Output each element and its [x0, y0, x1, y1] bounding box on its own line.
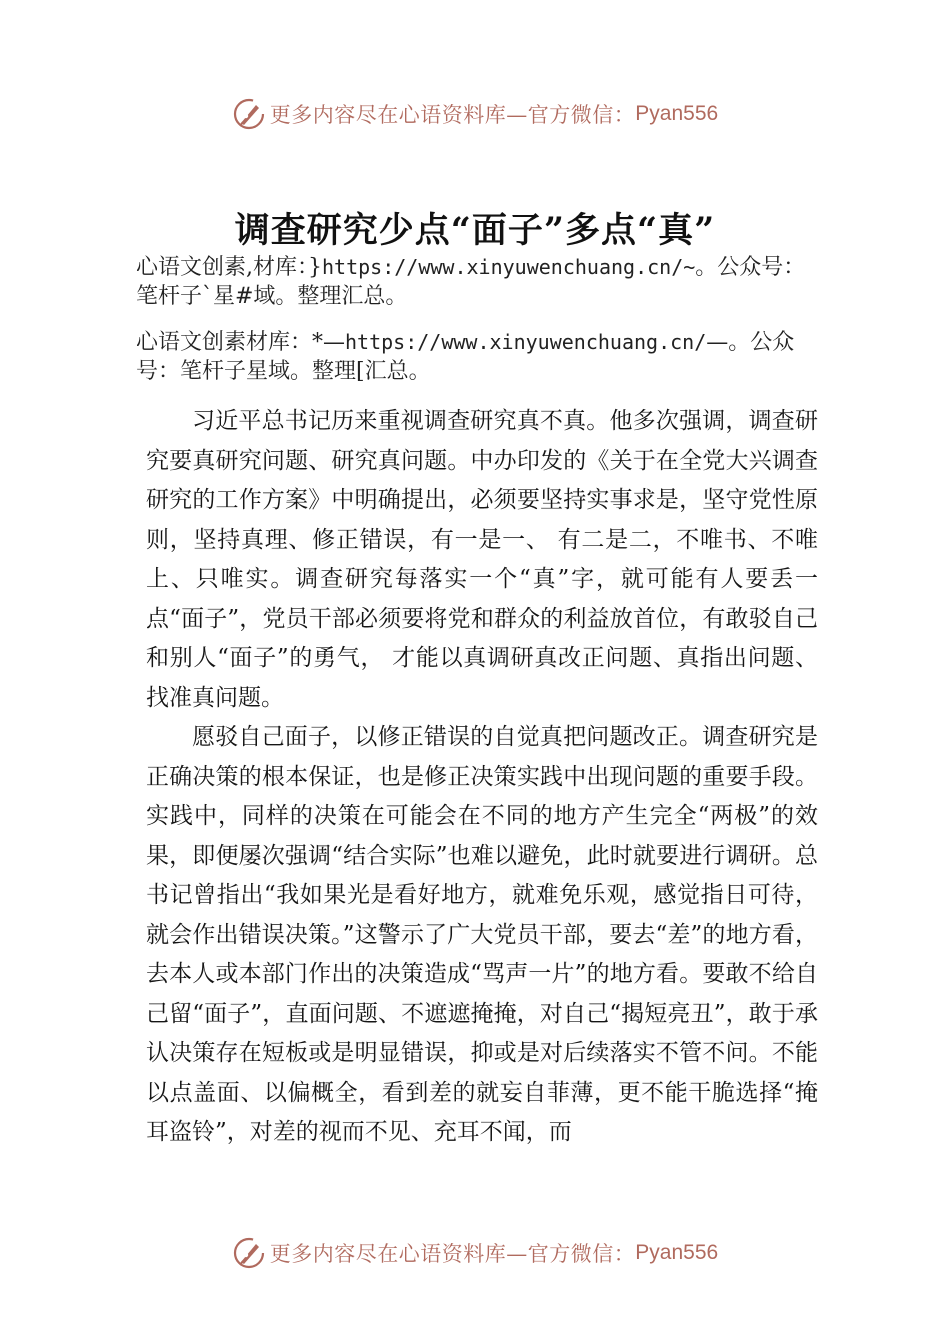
- article-title: 调查研究少点“面子”多点“真”: [234, 210, 716, 251]
- source-suffix: —。公众号：笔杆子星域。整理[汇总。: [136, 330, 795, 384]
- source-prefix: 心语文创素,材库：}: [136, 255, 322, 280]
- article-body: [146, 402, 818, 718]
- banner-wechat-id: Pyan556: [635, 102, 719, 125]
- header-banner: [0, 92, 950, 136]
- source-url[interactable]: https://www.xinyuwenchuang.cn/~: [322, 255, 696, 279]
- quill-pen-logo-icon: [232, 97, 266, 131]
- source-prefix: 心语文创素材库：*—: [136, 330, 346, 355]
- paragraph: 习近平总书记历来重视调查研究真不真。他多次强调，调查研究要真研究问题、研究真问题。中办印发的《关于在全党大兴调查研究的工作方案》中明确提出，必须要坚持实事求是，坚守党性原则，坚持真理、修正错误，有一是一、 有二是二，不唯书、不唯上、只唯实。调查研究每落实一个“真”字，就可能有人要丢一点“面子”，党员干部必须要将党和群众的利益放首位，有敢驳自己和别人“面子”的勇气， 才能以真调研真改正问题、真指出问题、找准真问题。: [146, 408, 818, 711]
- article-body: [146, 718, 818, 1153]
- banner-text: 更多内容尽在心语资料库—官方微信：: [269, 1242, 636, 1266]
- footer-banner: [0, 1231, 950, 1275]
- source-line: [136, 253, 826, 311]
- source-url[interactable]: https://www.xinyuwenchuang.cn/: [345, 330, 707, 354]
- quill-pen-logo-icon: [232, 1236, 266, 1270]
- source-line: [136, 328, 826, 386]
- source-suffix: 。公众号：笔杆子`星#域。整理汇总。: [136, 255, 806, 309]
- banner-wechat-id: Pyan556: [635, 1241, 719, 1264]
- paragraph: 愿驳自己面子，以修正错误的自觉真把问题改正。调查研究是正确决策的根本保证，也是修正决策实践中出现问题的重要手段。实践中，同样的决策在可能会在不同的地方产生完全“两极”的效果，即便屡次强调“结合实际”也难以避免，此时就要进行调研。总书记曾指出“我如果光是看好地方，就难免乐观，感觉指日可待，就会作出错误决策。”这警示了广大党员干部，要去“差”的地方看，去本人或本部门作出的决策造成“骂声一片”的地方看。要敢不给自己留“面子”，直面问题、不遮遮掩掩，对自己“揭短亮丑”，敢于承认决策存在短板或是明显错误，抑或是对后续落实不管不问。不能以点盖面、以偏概全，看到差的就妄自菲薄，更不能干脆选择“掩耳盗铃”，对差的视而不见、充耳不闻，而: [146, 724, 818, 1145]
- banner-text: 更多内容尽在心语资料库—官方微信：: [269, 103, 636, 127]
